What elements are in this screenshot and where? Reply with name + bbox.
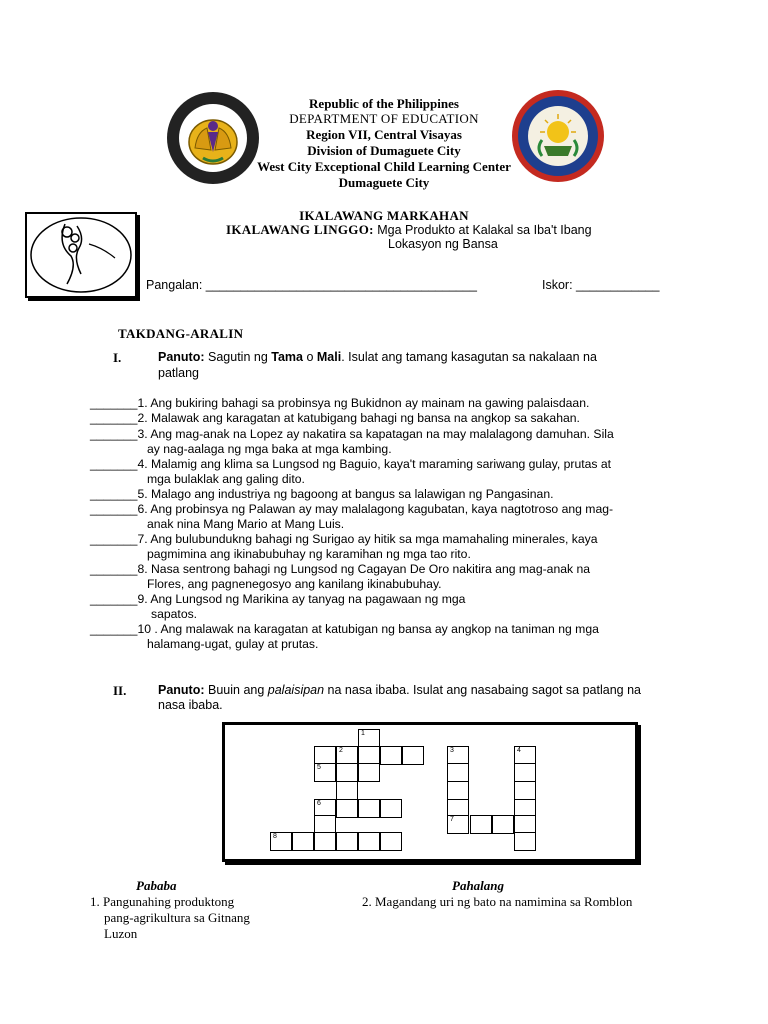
crossword-cell[interactable]: [447, 781, 469, 800]
answer-blank[interactable]: _______: [90, 427, 138, 441]
week-title: IKALAWANG LINGGO: Mga Produkto at Kalakal sa Iba't Ibang: [226, 222, 592, 237]
answer-blank[interactable]: _______: [90, 396, 138, 410]
answer-blank[interactable]: _______: [90, 487, 138, 501]
list-item-cont: pagmimina ang ikinabubuhay ng karamihan ng mga tao rito.: [147, 547, 471, 561]
down-clue-1-cont2: Luzon: [104, 926, 138, 941]
header-republic: Republic of the Philippines: [309, 96, 459, 111]
crossword-cell[interactable]: [470, 815, 492, 834]
crossword-cell[interactable]: [380, 832, 402, 851]
crossword-number: 5: [317, 764, 321, 771]
crossword-cell[interactable]: [270, 832, 292, 851]
list-item-cont: anak nina Mang Mario at Mang Luis.: [147, 517, 345, 531]
crossword-number: 4: [517, 747, 521, 754]
part1-direction: Panuto: Sagutin ng Tama o Mali. Isulat ang tamang kasagutan sa nakalaan na: [158, 350, 597, 364]
crossword-cell[interactable]: [514, 763, 536, 782]
assignment-heading: TAKDANG-ARALIN: [118, 326, 244, 341]
list-item-cont: sapatos.: [151, 607, 198, 621]
crossword-cell[interactable]: [314, 832, 336, 851]
list-item-cont: halamang-ugat, gulay at prutas.: [147, 637, 319, 651]
list-item-cont: ay nag-aalaga ng mga baka at mga kambing.: [147, 442, 392, 456]
week-label: IKALAWANG LINGGO: [226, 222, 370, 237]
crossword-number: 2: [339, 747, 343, 754]
answer-blank[interactable]: _______: [90, 411, 138, 425]
crossword-number: 6: [317, 800, 321, 807]
crossword-cell[interactable]: [336, 799, 358, 818]
topic-line-1: Mga Produkto at Kalakal sa Iba't Ibang: [373, 223, 592, 237]
down-clue-1: 1. Pangunahing produktong: [90, 894, 235, 909]
crossword-cell[interactable]: [358, 832, 380, 851]
crossword-number: 3: [450, 747, 454, 754]
part1-direction-cont: patlang: [158, 366, 200, 380]
header-division: Division of Dumaguete City: [307, 143, 461, 158]
part2-direction-cont: nasa ibaba.: [158, 698, 223, 712]
list-item: _______3. Ang mag-anak na Lopez ay nakatira sa kapatagan na may malalagong damuhan. Sila: [90, 427, 614, 441]
list-item: _______2. Malawak ang karagatan at katubigang bahagi ng bansa na angkop sa sakahan.: [90, 411, 580, 425]
crossword-cell[interactable]: [514, 781, 536, 800]
globe-illustration: [25, 212, 137, 298]
answer-blank[interactable]: _______: [90, 502, 138, 516]
crossword-cell[interactable]: [380, 799, 402, 818]
crossword-cell[interactable]: [336, 763, 358, 782]
list-item: _______8. Nasa sentrong bahagi ng Lungsod ng Cagayan De Oro nakitira ang mag-anak na: [90, 562, 591, 576]
crossword-number: 1: [361, 730, 365, 737]
header-department: DEPARTMENT OF EDUCATION: [289, 111, 479, 126]
answer-blank[interactable]: _______: [90, 622, 138, 636]
crossword-cell[interactable]: [336, 832, 358, 851]
crossword-cell[interactable]: [447, 815, 469, 834]
quarter-title: IKALAWANG MARKAHAN: [299, 208, 469, 223]
header-school: West City Exceptional Child Learning Center: [257, 159, 511, 174]
name-field[interactable]: Pangalan: _______________________________________: [146, 278, 477, 292]
part1-roman: I.: [113, 350, 122, 365]
topic-line-2: Lokasyon ng Bansa: [388, 237, 498, 251]
answer-blank[interactable]: _______: [90, 592, 138, 606]
answer-blank[interactable]: _______: [90, 532, 138, 546]
crossword-cell[interactable]: [402, 746, 424, 765]
crossword-cell[interactable]: [514, 832, 536, 851]
crossword-cell[interactable]: [314, 763, 336, 782]
answer-blank[interactable]: _______: [90, 562, 138, 576]
header-region: Region VII, Central Visayas: [306, 127, 462, 142]
list-item: _______1. Ang bukiring bahagi sa probinsya ng Bukidnon ay mainam na gawing palaisdaan.: [90, 396, 590, 410]
crossword-cell[interactable]: [336, 781, 358, 800]
list-item-cont: mga bulaklak ang galing dito.: [147, 472, 305, 486]
crossword-number: 7: [450, 816, 454, 823]
answer-blank[interactable]: _______: [90, 457, 138, 471]
list-item: _______10 . Ang malawak na karagatan at katubigan ng bansa ay angkop na taniman ng mga: [90, 622, 599, 636]
part2-direction: Panuto: Buuin ang palaisipan na nasa ibaba. Isulat ang nasabaing sagot sa patlang na: [158, 683, 641, 697]
list-item: _______5. Malago ang industriya ng bagoong at bangus sa lalawigan ng Pangasinan.: [90, 487, 554, 501]
list-item: _______6. Ang probinsya ng Palawan ay may malalagong kagubatan, kaya nagtotroso ang mag-: [90, 502, 614, 516]
down-clue-1-cont: pang-agrikultura sa Gitnang: [104, 910, 250, 925]
globe-hands-icon: [27, 214, 135, 296]
crossword-cell[interactable]: [380, 746, 402, 765]
score-field[interactable]: Iskor: ____________: [542, 278, 660, 292]
list-item: _______9. Ang Lungsod ng Marikina ay tanyag na pagawaan ng mga: [90, 592, 466, 606]
list-item: _______4. Malamig ang klima sa Lungsod ng Baguio, kaya't maraming sariwang gulay, prutas at: [90, 457, 612, 471]
crossword-cell[interactable]: [447, 763, 469, 782]
across-clue-2: 2. Magandang uri ng bato na namimina sa Romblon: [362, 894, 633, 909]
crossword-cell[interactable]: [292, 832, 314, 851]
crossword-cell[interactable]: [492, 815, 514, 834]
header-city: Dumaguete City: [338, 175, 430, 190]
crossword-cell[interactable]: [358, 763, 380, 782]
crossword-number: 8: [273, 833, 277, 840]
part2-roman: II.: [113, 683, 127, 698]
list-item: _______7. Ang bulubundukng bahagi ng Surigao ay hitik sa mga mamahaling minerales, kaya: [90, 532, 598, 546]
down-heading: Pababa: [136, 878, 177, 893]
crossword-cell[interactable]: [358, 799, 380, 818]
across-heading: Pahalang: [452, 878, 505, 893]
list-item-cont: Flores, ang pagnenegosyo ang kanilang ikinabubuhay.: [147, 577, 442, 591]
